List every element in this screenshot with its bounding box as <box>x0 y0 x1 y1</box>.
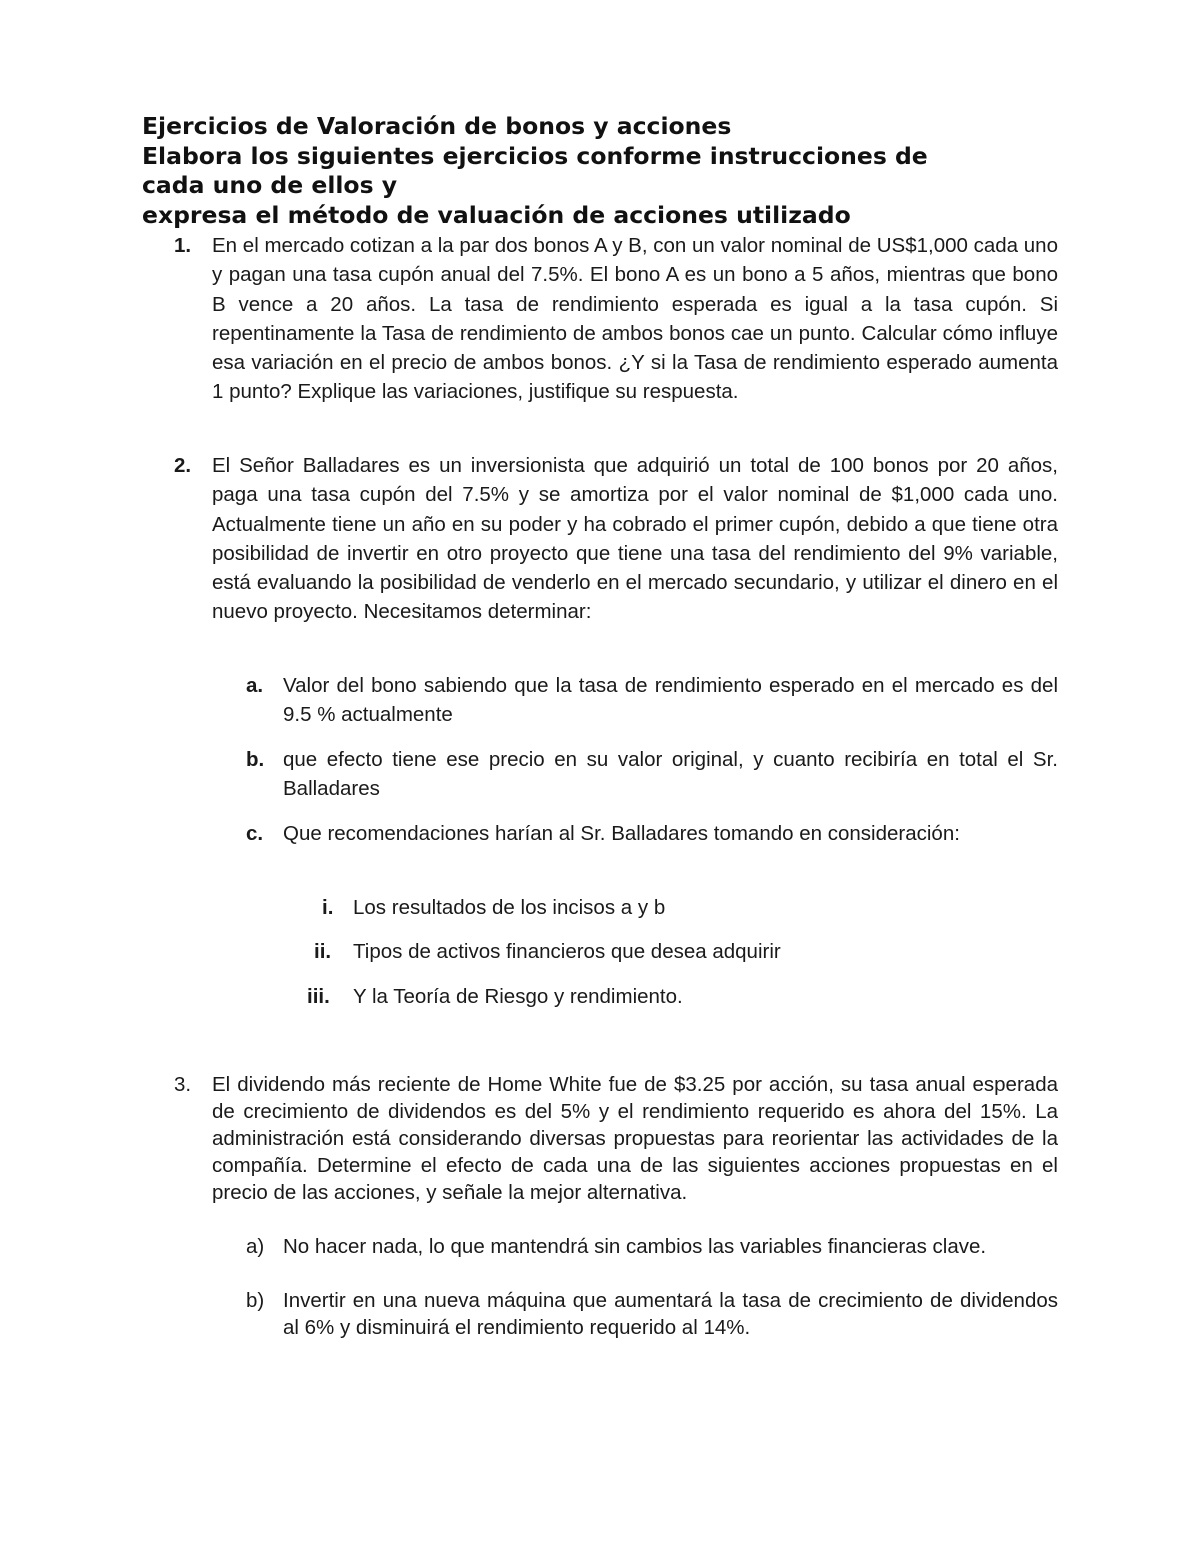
exercise-2c-i-text: Los resultados de los incisos a y b <box>353 896 666 919</box>
title-line-3: cada uno de ellos y <box>142 171 398 199</box>
exercise-3b-number: b) <box>246 1289 265 1312</box>
exercise-2b-number: b. <box>246 748 265 771</box>
exercise-2c-text: Que recomendaciones harían al Sr. Balladares tomando en consideración: <box>283 822 960 845</box>
exercise-2c-ii-text: Tipos de activos financieros que desea adquirir <box>353 940 781 963</box>
exercise-3a-number: a) <box>246 1235 265 1258</box>
exercise-2-text: El Señor Balladares es un inversionista que adquirió un total de 100 bonos por 20 años, paga una tasa cupón del 7.5% y se amortiza por el valor nominal de $1,000 cada uno. Actualmente tiene un año en su poder y ha cobrado el primer cupón, debido a que tiene otra posibilidad de invertir en otro proyecto que tiene una tasa del rendimiento del 9% variable, está evaluando la posibilidad de venderlo en el mercado secundario, y utilizar el dinero en el nuevo proyecto. Necesitamos determinar: <box>212 454 1058 624</box>
exercise-3-number: 3. <box>174 1073 192 1096</box>
exercise-3b-text: Invertir en una nueva máquina que aumentará la tasa de crecimiento de dividendos al 6% y disminuirá el rendimiento requerido al 14%. <box>283 1289 1058 1339</box>
exercise-2a-number: a. <box>246 674 264 697</box>
exercise-2b-text: que efecto tiene ese precio en su valor original, y cuanto recibiría en total el Sr. Balladares <box>283 748 1058 801</box>
exercise-3a-text: No hacer nada, lo que mantendrá sin cambios las variables financieras clave. <box>283 1235 987 1258</box>
title-line-2: Elabora los siguientes ejercicios conforme instrucciones de <box>142 141 928 170</box>
title-line-1: Ejercicios de Valoración de bonos y acciones <box>142 112 732 140</box>
exercise-2a-text: Valor del bono sabiendo que la tasa de rendimiento esperado en el mercado es del 9.5 % actualmente <box>283 674 1058 727</box>
exercise-1-text: En el mercado cotizan a la par dos bonos A y B, con un valor nominal de US$1,000 cada uno y pagan una tasa cupón anual del 7.5%. El bono A es un bono a 5 años, mientras que bono B vence a 20 años. La tasa de rendimiento esperada es igual a la tasa cupón. Si repentinamente la Tasa de rendimiento de ambos bonos cae un punto. Calcular cómo influye esa variación en el precio de ambos bonos. ¿Y si la Tasa de rendimiento esperado aumenta 1 punto? Explique las variaciones, justifique su respuesta. <box>212 234 1058 404</box>
exercise-1-number: 1. <box>174 234 192 257</box>
exercise-2c-ii-number: ii. <box>314 940 332 963</box>
title-line-4: expresa el método de valuación de acciones utilizado <box>142 200 851 229</box>
exercise-2c-number: c. <box>246 822 264 845</box>
exercise-3-text: El dividendo más reciente de Home White fue de $3.25 por acción, su tasa anual esperada de crecimiento de dividendos es del 5% y el rendimiento requerido es ahora del 15%. La administración está considerando diversas propuestas para reorientar las actividades de la compañía. Determine el efecto de cada una de las siguientes acciones propuestas en el precio de las acciones, y señale la mejor alternativa. <box>212 1073 1058 1204</box>
exercise-2c-iii-text: Y la Teoría de Riesgo y rendimiento. <box>353 985 683 1008</box>
exercise-2c-iii-number: iii. <box>307 985 330 1008</box>
document-header <box>142 112 1072 230</box>
exercise-2-number: 2. <box>174 454 192 477</box>
exercise-2c-i-number: i. <box>322 896 334 919</box>
